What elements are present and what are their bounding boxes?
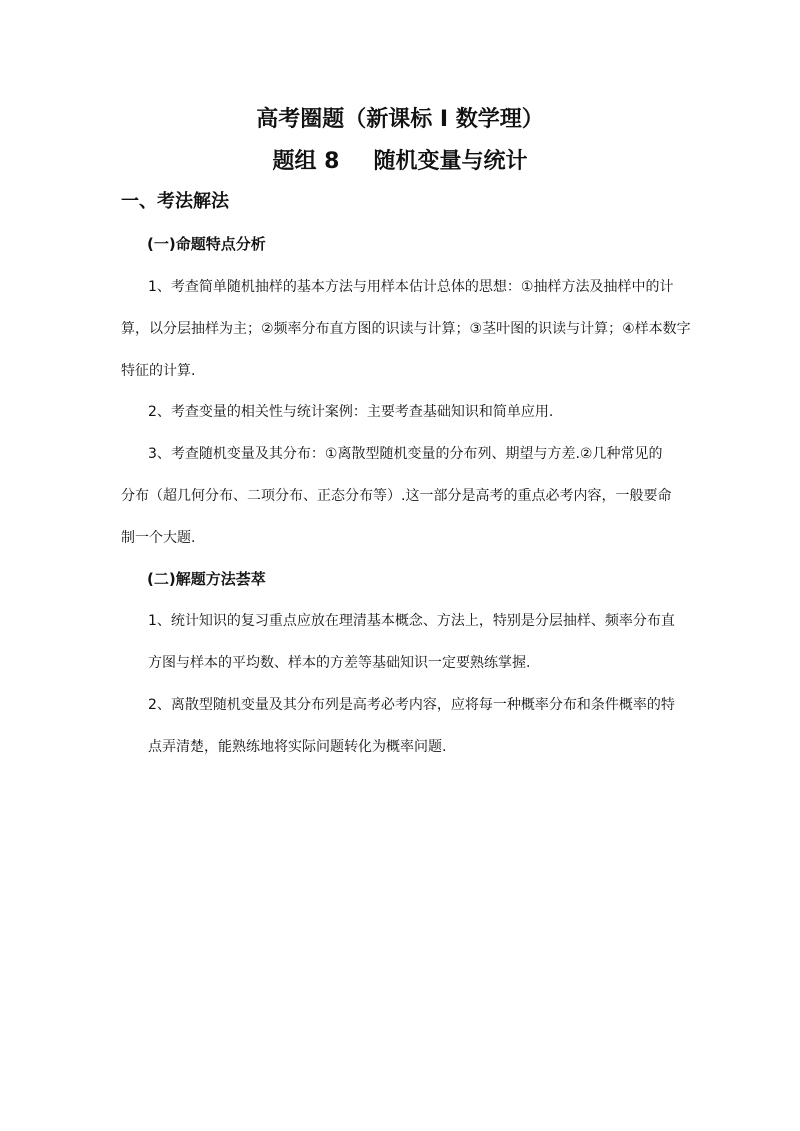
- paragraph-line: 2、考查变量的相关性与统计案例：主要考查基础知识和简单应用.: [148, 404, 554, 420]
- section-heading: 一、考法解法: [121, 191, 229, 212]
- paragraph-line: 分布（超几何分布、二项分布、正态分布等）.这一部分是高考的重点必考内容，一般要命: [121, 488, 672, 504]
- paragraph-line: 方图与样本的平均数、样本的方差等基础知识一定要熟练掌握.: [148, 655, 531, 671]
- document-subtitle: [0, 151, 800, 173]
- topic-name: 随机变量与统计: [373, 149, 528, 174]
- paragraph-line: 特征的计算.: [121, 363, 196, 379]
- subsection-heading-methods: (二)解题方法荟萃: [147, 570, 266, 588]
- paragraph-line: 制一个大题.: [121, 530, 196, 546]
- paragraph-line: 算，以分层抽样为主；②频率分布直方图的识读与计算；③茎叶图的识读与计算；④样本数字: [121, 321, 691, 337]
- paragraph-line: 3、考查随机变量及其分布：①离散型随机变量的分布列、期望与方差.②几种常见的: [148, 446, 663, 462]
- paragraph-line: 1、考查简单随机抽样的基本方法与用样本估计总体的思想：①抽样方法及抽样中的计: [148, 279, 674, 295]
- document-title: 高考圈题（新课标 I 数学理）: [256, 107, 544, 132]
- topic-group-label: 题组 8: [272, 149, 340, 174]
- subsection-heading-analysis: (一)命题特点分析: [147, 235, 266, 253]
- paragraph-line: 2、离散型随机变量及其分布列是高考必考内容，应将每一种概率分布和条件概率的特: [148, 697, 675, 713]
- paragraph-line: 点弄清楚，能熟练地将实际问题转化为概率问题.: [148, 739, 447, 755]
- paragraph-line: 1、统计知识的复习重点应放在理清基本概念、方法上，特别是分层抽样、频率分布直: [148, 613, 675, 629]
